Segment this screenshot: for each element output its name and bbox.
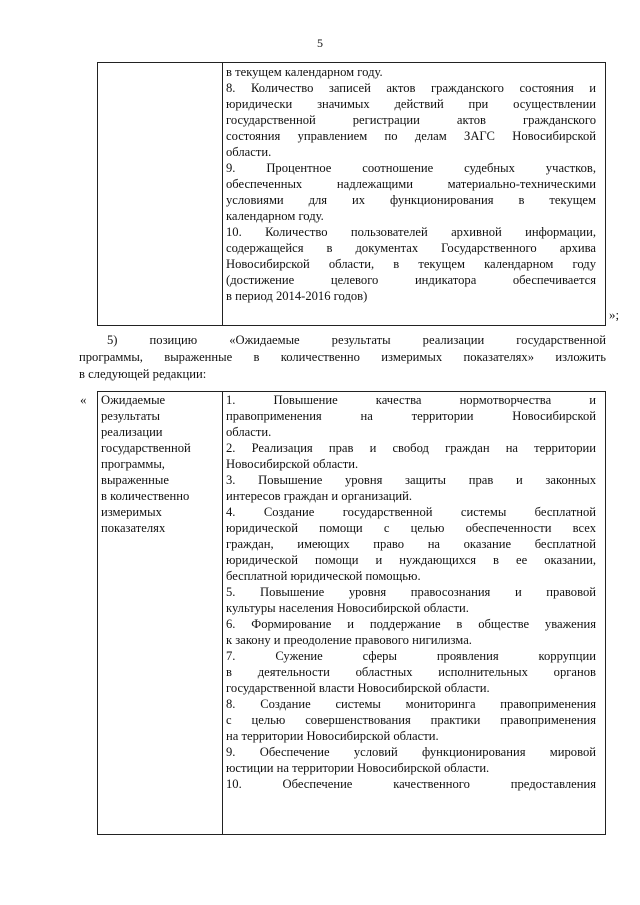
indicator-line: в период 2014-2016 годов) <box>226 289 368 303</box>
heading-line: измеримых <box>101 505 162 519</box>
heading-line: показателях <box>101 521 166 535</box>
result-line: Новосибирской области. <box>226 457 359 471</box>
amendment-line-3: в следующей редакции: <box>79 367 207 381</box>
result-line: к закону и преодоление правового нигилизма. <box>226 633 472 647</box>
result-line: 8. Создание системы мониторинга правоприменения <box>226 697 596 711</box>
heading-line: программы, <box>101 457 165 471</box>
amendment-paragraph <box>79 332 606 383</box>
amendment-line-2: программы, выраженные в количественно измеримых показателях» изложить <box>79 350 606 364</box>
result-line: бесплатной юридической помощью. <box>226 569 421 583</box>
opening-quote-mark: « <box>80 392 87 407</box>
result-line: 1. Повышение качества нормотворчества и <box>226 393 596 407</box>
indicator-line: области. <box>226 145 272 159</box>
amendment-line-1: 5) позицию «Ожидаемые результаты реализации государственной <box>107 333 606 347</box>
indicator-line: обеспеченных надлежащими материально-техническими <box>226 177 596 191</box>
expected-results-list <box>226 392 596 792</box>
result-line: 4. Создание государственной системы бесплатной <box>226 505 596 519</box>
page-number: 5 <box>317 36 323 50</box>
indicator-line: в текущем календарном году. <box>226 65 383 79</box>
result-line: 6. Формирование и поддержание в обществе уважения <box>226 617 596 631</box>
result-line: юстиции на территории Новосибирской области. <box>226 761 490 775</box>
column-divider <box>222 63 223 325</box>
expected-results-heading <box>101 392 219 536</box>
heading-line: выраженные <box>101 473 169 487</box>
result-line: 2. Реализация прав и свобод граждан на территории <box>226 441 596 455</box>
result-line: юридической помощи с целью обеспеченности всех <box>226 521 596 535</box>
indicator-line: 10. Количество пользователей архивной информации, <box>226 225 596 239</box>
result-line: юридической помощи и нуждающихся в ее оказании, <box>226 553 596 567</box>
result-line: 7. Сужение сферы проявления коррупции <box>226 649 596 663</box>
result-line: 9. Обеспечение условий функционирования мировой <box>226 745 596 759</box>
closing-quote-mark: »; <box>609 307 620 322</box>
result-line: 5. Повышение уровня правосознания и правовой <box>226 585 596 599</box>
result-line: области. <box>226 425 272 439</box>
indicator-line: (достижение целевого индикатора обеспечивается <box>226 273 596 287</box>
indicator-line: условиями для их функционирования в текущем <box>226 193 596 207</box>
result-line: 3. Повышение уровня защиты прав и законных <box>226 473 596 487</box>
result-line: интересов граждан и организаций. <box>226 489 413 503</box>
result-line: культуры населения Новосибирской области. <box>226 601 469 615</box>
heading-line: реализации <box>101 425 163 439</box>
indicator-line: юридически значимых действий при осуществлении <box>226 97 596 111</box>
indicator-line: Новосибирской области, в текущем календарном году <box>226 257 596 271</box>
column-divider <box>222 392 223 834</box>
indicator-line: 9. Процентное соотношение судебных участков, <box>226 161 596 175</box>
heading-line: в количественно <box>101 489 190 503</box>
heading-line: Ожидаемые <box>101 393 166 407</box>
result-line: в деятельности областных исполнительных органов <box>226 665 596 679</box>
indicators-list <box>226 64 596 304</box>
indicator-line: 8. Количество записей актов гражданского состояния и <box>226 81 596 95</box>
indicator-line: государственной регистрации актов гражданского <box>226 113 596 127</box>
heading-line: результаты <box>101 409 160 423</box>
result-line: граждан, имеющих право на оказание бесплатной <box>226 537 596 551</box>
indicator-line: содержащейся в документах Государственного архива <box>226 241 596 255</box>
indicator-line: календарном году. <box>226 209 324 223</box>
result-line: государственной власти Новосибирской области. <box>226 681 490 695</box>
heading-line: государственной <box>101 441 191 455</box>
result-line: правоприменения на территории Новосибирской <box>226 409 596 423</box>
result-line: с целью совершенствования практики правоприменения <box>226 713 596 727</box>
result-line: 10. Обеспечение качественного предоставления <box>226 777 596 791</box>
indicator-line: состояния управлением по делам ЗАГС Новосибирской <box>226 129 596 143</box>
result-line: на территории Новосибирской области. <box>226 729 439 743</box>
